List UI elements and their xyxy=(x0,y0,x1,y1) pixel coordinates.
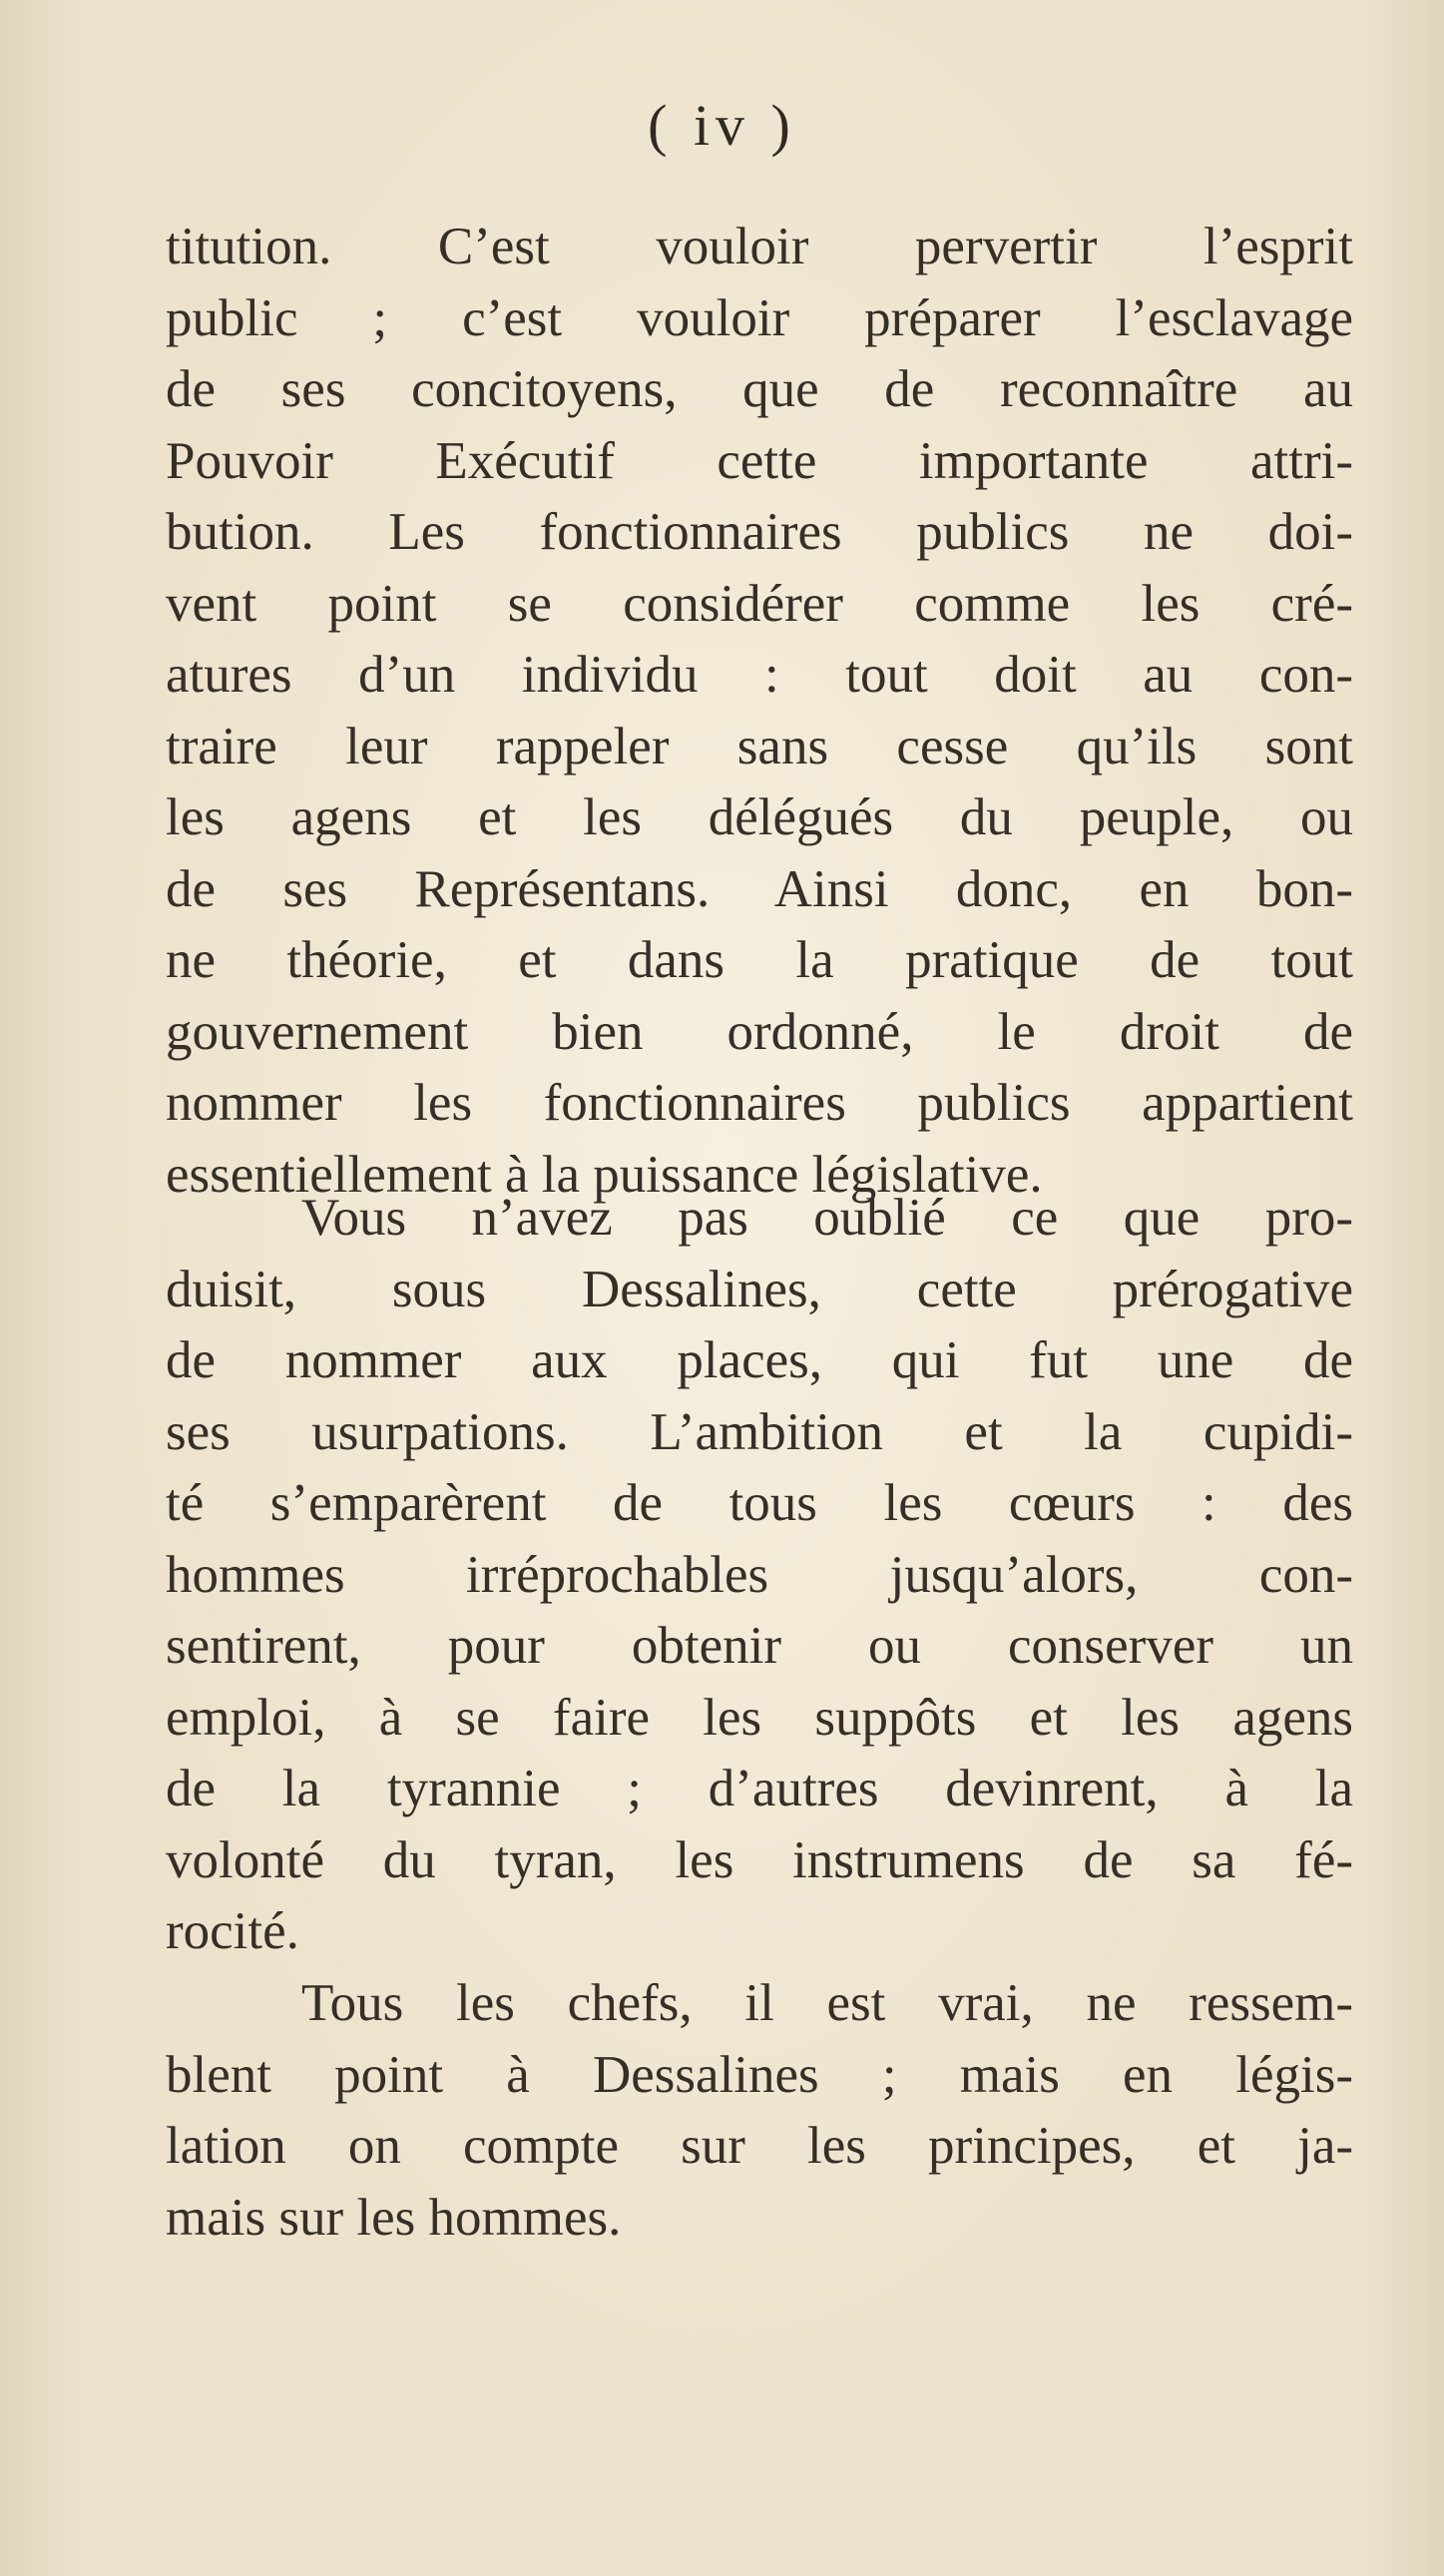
text-line: vent point se considérer comme les cré- xyxy=(166,574,1353,633)
paragraph-1 xyxy=(166,212,1353,1211)
text-line: de la tyrannie ; d’autres devinrent, à la xyxy=(166,1760,1353,1817)
text-line: nommer les fonctionnaires publics appartient xyxy=(166,1074,1353,1132)
text-line: de ses concitoyens, que de reconnaître au xyxy=(166,360,1353,418)
text-line: volonté du tyran, les instrumens de sa fé- xyxy=(166,1830,1353,1889)
text-line: mais sur les hommes. xyxy=(166,2188,622,2247)
text-line: emploi, à se faire les suppôts et les agens xyxy=(166,1688,1353,1747)
page-number-header: ( iv ) xyxy=(648,93,796,158)
text-line: traire leur rappeler sans cesse qu’ils sont xyxy=(166,717,1353,775)
text-line: Vous n’avez pas oublié ce que pro- xyxy=(301,1189,1353,1247)
text-line: de ses Représentans. Ainsi donc, en bon- xyxy=(166,859,1353,918)
text-line: essentiellement à la puissance législative. xyxy=(166,1145,1043,1204)
text-line: duisit, sous Dessalines, cette prérogative xyxy=(166,1260,1353,1318)
text-line: atures d’un individu : tout doit au con- xyxy=(166,646,1353,704)
text-line: ne théorie, et dans la pratique de tout xyxy=(166,931,1353,989)
text-line: sentirent, pour obtenir ou conserver un xyxy=(166,1617,1353,1675)
text-line: titution. C’est vouloir pervertir l’esprit xyxy=(166,218,1353,275)
text-line: hommes irréprochables jusqu’alors, con- xyxy=(166,1545,1353,1604)
paragraph-2 xyxy=(166,1183,1353,1968)
text-line: lation on compte sur les principes, et ja- xyxy=(166,2117,1353,2175)
text-line: ses usurpations. L’ambition et la cupidi- xyxy=(166,1402,1353,1461)
text-line: Pouvoir Exécutif cette importante attri- xyxy=(166,431,1353,490)
text-line: té s’emparèrent de tous les cœurs : des xyxy=(166,1474,1353,1532)
text-line: de nommer aux places, qui fut une de xyxy=(166,1331,1353,1389)
text-line: blent point à Dessalines ; mais en légis- xyxy=(166,2045,1353,2104)
text-line: bution. Les fonctionnaires publics ne doi- xyxy=(166,503,1353,561)
text-line: rocité. xyxy=(166,1902,299,1960)
paragraph-3 xyxy=(166,1968,1353,2254)
text-line: public ; c’est vouloir préparer l’esclavage xyxy=(166,288,1353,347)
text-line: Tous les chefs, il est vrai, ne ressem- xyxy=(301,1974,1353,2032)
text-line: les agens et les délégués du peuple, ou xyxy=(166,788,1353,846)
text-line: gouvernement bien ordonné, le droit de xyxy=(166,1002,1353,1061)
